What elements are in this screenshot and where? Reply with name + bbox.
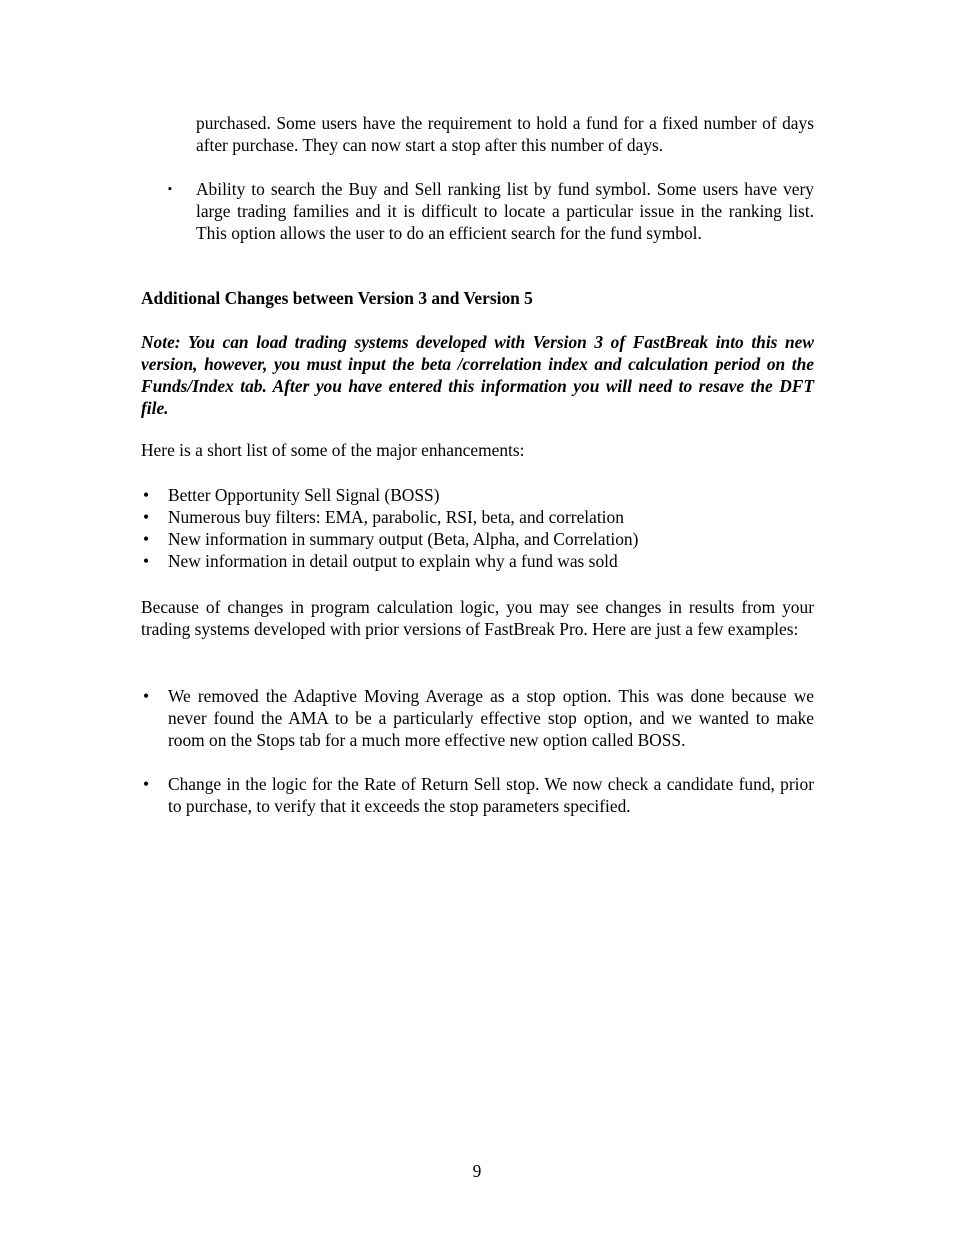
list-item [141,685,814,751]
continuation-paragraph: purchased. Some users have the requirement to hold a fund for a fixed number of days after purchase. They can now start a stop after this number of days. [196,113,814,155]
list-item [141,506,814,528]
list-item-text: We removed the Adaptive Moving Average as a stop option. This was done because we never found the AMA to be a particularly effective stop option, and we wanted to make room on the Stops tab for a much more effective new option called BOSS. [168,686,814,750]
bullet-icon: • [142,529,150,549]
bullet-icon: • [142,551,150,571]
intro-paragraph: Here is a short list of some of the major enhancements: [141,440,525,460]
list-item [141,484,814,506]
enhancements-list [141,484,814,572]
bullet-icon: • [142,507,150,527]
list-item-text: New information in detail output to explain why a fund was sold [168,551,618,571]
section-heading: Additional Changes between Version 3 and Version 5 [141,288,533,308]
square-bullet-icon: ▪ [168,183,172,195]
bullet-icon: • [142,686,150,706]
bullet-icon: • [142,774,150,794]
examples-list-second [141,773,814,817]
list-item-text: Numerous buy filters: EMA, parabolic, RSI, beta, and correlation [168,507,624,527]
examples-list-first [141,685,814,751]
bullet-icon: • [142,485,150,505]
page-number: 9 [472,1161,482,1181]
list-item-text: Change in the logic for the Rate of Return Sell stop. We now check a candidate fund, prior to purchase, to verify that it exceeds the stop parameters specified. [168,774,814,816]
list-item-text: Better Opportunity Sell Signal (BOSS) [168,485,440,505]
square-bullet-item [141,178,814,244]
changes-paragraph: Because of changes in program calculation logic, you may see changes in results from your trading systems developed with prior versions of FastBreak Pro. Here are just a few examples: [141,597,814,639]
list-item [141,773,814,817]
square-bullet-text: Ability to search the Buy and Sell ranking list by fund symbol. Some users have very large trading families and it is difficult to locate a particular issue in the ranking list. This option allows the user to do an efficient search for the fund symbol. [196,179,814,243]
list-item [141,550,814,572]
list-item-text: New information in summary output (Beta, Alpha, and Correlation) [168,529,639,549]
list-item [141,528,814,550]
note-paragraph: Note: You can load trading systems developed with Version 3 of FastBreak into this new version, however, you must input the beta /correlation index and calculation period on the Funds/Index tab. After you have entered this information you will need to resave the DFT file. [141,332,814,418]
